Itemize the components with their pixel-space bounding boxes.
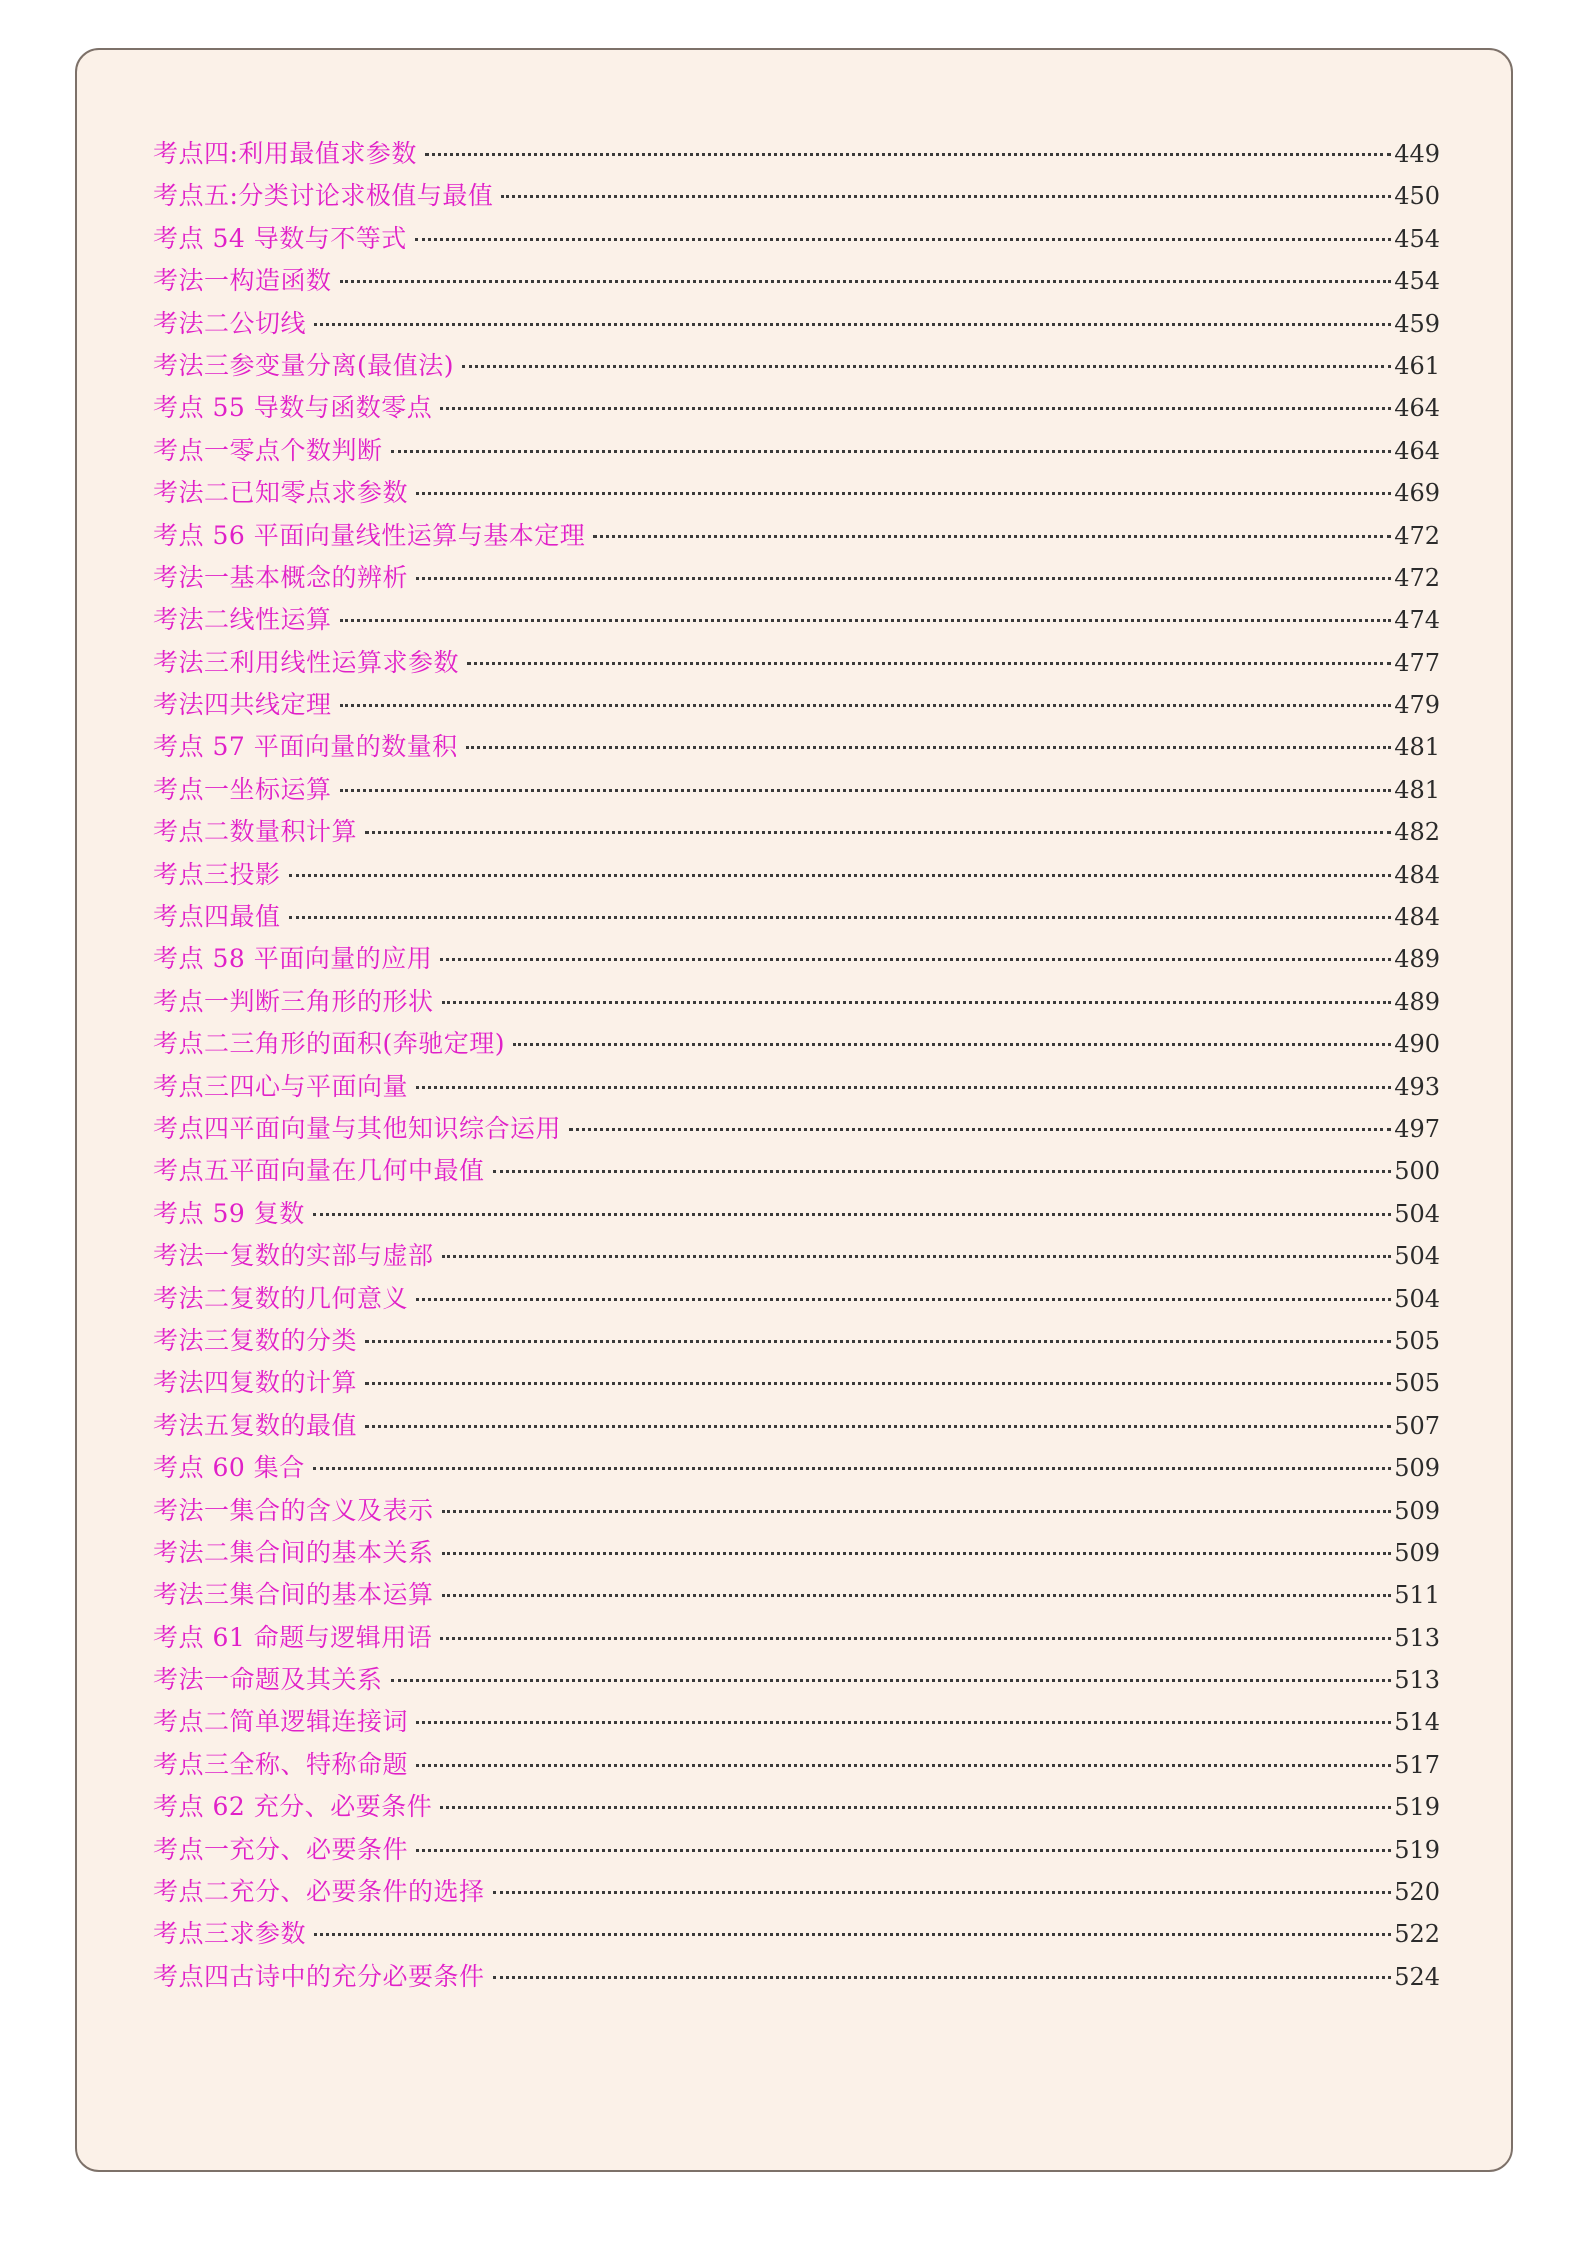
toc-entry-page-number[interactable]: 454 — [1394, 224, 1440, 253]
toc-entry-title[interactable]: 考法一命题及其关系 — [153, 1665, 383, 1695]
toc-entry[interactable] — [153, 1278, 1440, 1320]
toc-entry-page-number[interactable]: 484 — [1394, 903, 1440, 932]
toc-entry-title[interactable]: 考点 61 命题与逻辑用语 — [153, 1622, 433, 1652]
toc-entry-title[interactable]: 考法二复数的几何意义 — [153, 1283, 409, 1313]
toc-entry-title[interactable]: 考点二简单逻辑连接词 — [153, 1707, 409, 1737]
toc-entry-title[interactable]: 考点四古诗中的充分必要条件 — [153, 1961, 485, 1991]
toc-entry-page-number[interactable]: 479 — [1394, 691, 1440, 720]
toc-entry-title[interactable]: 考点二数量积计算 — [153, 817, 358, 847]
toc-entry-title[interactable]: 考点一充分、必要条件 — [153, 1834, 409, 1864]
toc-entry-page-number[interactable]: 514 — [1394, 1708, 1440, 1737]
dot-leader — [365, 1340, 1391, 1343]
dot-leader — [493, 1976, 1392, 1979]
toc-entry-page-number[interactable]: 519 — [1394, 1835, 1440, 1864]
toc-entry-page-number[interactable]: 482 — [1394, 818, 1440, 847]
toc-entry-title[interactable]: 考点五平面向量在几何中最值 — [153, 1156, 485, 1186]
dot-leader — [416, 1086, 1391, 1089]
dot-leader — [340, 704, 1392, 707]
toc-entry-page-number[interactable]: 505 — [1394, 1326, 1440, 1355]
dot-leader — [501, 195, 1391, 198]
toc-entry-title[interactable]: 考法三参变量分离(最值法) — [153, 350, 455, 380]
toc-entry-title[interactable]: 考点五:分类讨论求极值与最值 — [153, 181, 494, 211]
toc-entry-page-number[interactable]: 477 — [1394, 648, 1440, 677]
toc-entry-title[interactable]: 考点 62 充分、必要条件 — [153, 1792, 433, 1822]
toc-entry-title[interactable]: 考点 59 复数 — [153, 1198, 305, 1228]
dot-leader — [416, 1764, 1391, 1767]
toc-entry[interactable] — [153, 345, 1440, 387]
toc-entry[interactable] — [153, 1659, 1440, 1701]
toc-entry[interactable] — [153, 1617, 1440, 1659]
dot-leader — [467, 662, 1391, 665]
toc-entry-title[interactable]: 考点 58 平面向量的应用 — [153, 944, 433, 974]
toc-entry-page-number[interactable]: 459 — [1394, 309, 1440, 338]
dot-leader — [415, 238, 1391, 241]
toc-entry-page-number[interactable]: 472 — [1394, 521, 1440, 550]
dot-leader — [416, 1298, 1391, 1301]
toc-entry-page-number[interactable]: 489 — [1394, 945, 1440, 974]
toc-entry-title[interactable]: 考法二线性运算 — [153, 605, 332, 635]
dot-leader — [340, 619, 1392, 622]
toc-entry-page-number[interactable]: 472 — [1394, 563, 1440, 592]
toc-entry[interactable] — [153, 175, 1440, 217]
toc-entry[interactable] — [153, 769, 1440, 811]
toc-entry-title[interactable]: 考点一零点个数判断 — [153, 435, 383, 465]
toc-entry[interactable] — [153, 1235, 1440, 1277]
toc-entry-page-number[interactable]: 461 — [1394, 351, 1440, 380]
dot-leader — [416, 492, 1391, 495]
toc-entry[interactable] — [153, 133, 1440, 175]
dot-leader — [440, 1806, 1391, 1809]
toc-entry-page-number[interactable]: 481 — [1394, 733, 1440, 762]
toc-entry-page-number[interactable]: 469 — [1394, 479, 1440, 508]
toc-entry-title[interactable]: 考点三全称、特称命题 — [153, 1749, 409, 1779]
toc-entry-page-number[interactable]: 500 — [1394, 1157, 1440, 1186]
dot-leader — [289, 874, 1392, 877]
dot-leader — [440, 407, 1391, 410]
toc-entry[interactable] — [153, 1913, 1440, 1955]
toc-entry-title[interactable]: 考法一复数的实部与虚部 — [153, 1241, 434, 1271]
toc-entry-title[interactable]: 考点 54 导数与不等式 — [153, 223, 407, 253]
toc-entry[interactable] — [153, 1193, 1440, 1235]
toc-entry-title[interactable]: 考点三求参数 — [153, 1919, 307, 1949]
toc-entry[interactable] — [153, 938, 1440, 980]
toc-entry-page-number[interactable]: 505 — [1394, 1369, 1440, 1398]
dot-leader — [513, 1043, 1391, 1046]
toc-entry-page-number[interactable]: 450 — [1394, 182, 1440, 211]
toc-entry[interactable] — [153, 1405, 1440, 1447]
toc-entry[interactable] — [153, 1320, 1440, 1362]
toc-entry-title[interactable]: 考点一判断三角形的形状 — [153, 986, 434, 1016]
dot-leader — [462, 365, 1391, 368]
toc-entry-page-number[interactable]: 504 — [1394, 1242, 1440, 1271]
toc-entry-title[interactable]: 考法三复数的分类 — [153, 1325, 358, 1355]
toc-entry-title[interactable]: 考点四最值 — [153, 902, 281, 932]
toc-entry[interactable] — [153, 430, 1440, 472]
toc-entry-title[interactable]: 考点二充分、必要条件的选择 — [153, 1877, 485, 1907]
toc-entry-page-number[interactable]: 504 — [1394, 1199, 1440, 1228]
toc-entry[interactable] — [153, 557, 1440, 599]
toc-entry-page-number[interactable]: 511 — [1394, 1581, 1440, 1610]
dot-leader — [442, 1594, 1392, 1597]
dot-leader — [493, 1891, 1392, 1894]
toc-entry[interactable] — [153, 1786, 1440, 1828]
toc-entry-title[interactable]: 考法四共线定理 — [153, 690, 332, 720]
dot-leader — [314, 323, 1391, 326]
dot-leader — [425, 153, 1391, 156]
dot-leader — [442, 1552, 1392, 1555]
dot-leader — [416, 1849, 1391, 1852]
toc-entry[interactable] — [153, 1066, 1440, 1108]
toc-entry-page-number[interactable]: 522 — [1394, 1920, 1440, 1949]
dot-leader — [493, 1170, 1392, 1173]
toc-entry-page-number[interactable]: 489 — [1394, 987, 1440, 1016]
toc-entry-page-number[interactable]: 509 — [1394, 1454, 1440, 1483]
toc-entry[interactable] — [153, 218, 1440, 260]
toc-entry-title[interactable]: 考点三四心与平面向量 — [153, 1071, 409, 1101]
dot-leader — [313, 1467, 1391, 1470]
toc-entry[interactable] — [153, 896, 1440, 938]
toc-entry-title[interactable]: 考法一基本概念的辨析 — [153, 562, 409, 592]
dot-leader — [442, 1510, 1392, 1513]
dot-leader — [416, 1721, 1391, 1724]
dot-leader — [313, 1213, 1391, 1216]
toc-entry-title[interactable]: 考法二集合间的基本关系 — [153, 1537, 434, 1567]
toc-entry[interactable] — [153, 1956, 1440, 1998]
toc-entry-page-number[interactable]: 509 — [1394, 1538, 1440, 1567]
toc-entry[interactable] — [153, 260, 1440, 302]
toc-entry-title[interactable]: 考点 57 平面向量的数量积 — [153, 732, 458, 762]
dot-leader — [314, 1933, 1391, 1936]
toc-entry[interactable] — [153, 1490, 1440, 1532]
toc-entry[interactable] — [153, 515, 1440, 557]
toc-entry-title[interactable]: 考法四复数的计算 — [153, 1368, 358, 1398]
toc-entry-page-number[interactable]: 520 — [1394, 1878, 1440, 1907]
toc-entry-title[interactable]: 考点四平面向量与其他知识综合运用 — [153, 1113, 562, 1143]
dot-leader — [365, 1425, 1391, 1428]
toc-entry[interactable] — [153, 387, 1440, 429]
toc-entry-page-number[interactable]: 449 — [1394, 140, 1440, 168]
toc-entry-title[interactable]: 考法二公切线 — [153, 308, 307, 338]
dot-leader — [442, 1001, 1392, 1004]
toc-entry[interactable] — [153, 1532, 1440, 1574]
toc-entry[interactable] — [153, 1362, 1440, 1404]
toc-entry[interactable] — [153, 1150, 1440, 1192]
toc-entry[interactable] — [153, 642, 1440, 684]
toc-entry-title[interactable]: 考点一坐标运算 — [153, 774, 332, 804]
toc-entry-title[interactable]: 考点二三角形的面积(奔驰定理) — [153, 1029, 506, 1059]
toc-entry-title[interactable]: 考法一集合的含义及表示 — [153, 1495, 434, 1525]
dot-leader — [466, 746, 1391, 749]
dot-leader — [365, 831, 1391, 834]
toc-entry-title[interactable]: 考法五复数的最值 — [153, 1410, 358, 1440]
toc-entry[interactable] — [153, 599, 1440, 641]
toc-entry-page-number[interactable]: 490 — [1394, 1030, 1440, 1059]
toc-entry-page-number[interactable]: 481 — [1394, 775, 1440, 804]
toc-entry-title[interactable]: 考点 55 导数与函数零点 — [153, 393, 433, 423]
dot-leader — [365, 1382, 1391, 1385]
toc-entry-page-number[interactable]: 513 — [1394, 1623, 1440, 1652]
dot-leader — [289, 916, 1392, 919]
toc-entry-page-number[interactable]: 519 — [1394, 1793, 1440, 1822]
toc-entry-page-number[interactable]: 509 — [1394, 1496, 1440, 1525]
toc-entry-page-number[interactable]: 504 — [1394, 1284, 1440, 1313]
toc-entry[interactable] — [153, 854, 1440, 896]
toc-entry-page-number[interactable]: 507 — [1394, 1411, 1440, 1440]
table-of-contents — [153, 133, 1440, 1998]
toc-entry[interactable] — [153, 1744, 1440, 1786]
dot-leader — [340, 789, 1392, 792]
dot-leader — [440, 1637, 1391, 1640]
toc-entry-page-number[interactable]: 454 — [1394, 267, 1440, 296]
toc-entry[interactable] — [153, 684, 1440, 726]
toc-entry-page-number[interactable]: 474 — [1394, 606, 1440, 635]
toc-entry[interactable] — [153, 1829, 1440, 1871]
toc-entry[interactable] — [153, 1574, 1440, 1616]
toc-entry-title[interactable]: 考法一构造函数 — [153, 266, 332, 296]
dot-leader — [340, 280, 1392, 283]
dot-leader — [391, 1679, 1392, 1682]
toc-entry-page-number[interactable]: 513 — [1394, 1666, 1440, 1695]
toc-entry[interactable] — [153, 1871, 1440, 1913]
toc-entry-title[interactable]: 考法三利用线性运算求参数 — [153, 647, 460, 677]
toc-entry-page-number[interactable]: 464 — [1394, 436, 1440, 465]
toc-entry-title[interactable]: 考法三集合间的基本运算 — [153, 1580, 434, 1610]
toc-entry-title[interactable]: 考点 60 集合 — [153, 1453, 305, 1483]
toc-entry-page-number[interactable]: 464 — [1394, 394, 1440, 423]
toc-entry-page-number[interactable]: 493 — [1394, 1072, 1440, 1101]
dot-leader — [391, 450, 1392, 453]
dot-leader — [593, 535, 1391, 538]
toc-entry-page-number[interactable]: 497 — [1394, 1114, 1440, 1143]
toc-entry[interactable] — [153, 981, 1440, 1023]
toc-entry[interactable] — [153, 1447, 1440, 1489]
dot-leader — [442, 1255, 1392, 1258]
dot-leader — [416, 577, 1391, 580]
toc-entry-page-number[interactable]: 524 — [1394, 1962, 1440, 1991]
toc-entry-page-number[interactable]: 517 — [1394, 1750, 1440, 1779]
toc-entry-title[interactable]: 考点 56 平面向量线性运算与基本定理 — [153, 520, 586, 550]
toc-entry[interactable] — [153, 1108, 1440, 1150]
toc-entry-title[interactable]: 考法二已知零点求参数 — [153, 478, 409, 508]
dot-leader — [440, 958, 1391, 961]
toc-entry-title[interactable]: 考点三投影 — [153, 859, 281, 889]
toc-entry[interactable] — [153, 811, 1440, 853]
toc-entry[interactable] — [153, 1023, 1440, 1065]
toc-entry[interactable] — [153, 726, 1440, 768]
dot-leader — [569, 1128, 1391, 1131]
toc-entry[interactable] — [153, 1701, 1440, 1743]
toc-entry[interactable] — [153, 472, 1440, 514]
toc-entry-title[interactable]: 考点四:利用最值求参数 — [153, 139, 417, 168]
toc-entry[interactable] — [153, 303, 1440, 345]
toc-entry-page-number[interactable]: 484 — [1394, 860, 1440, 889]
